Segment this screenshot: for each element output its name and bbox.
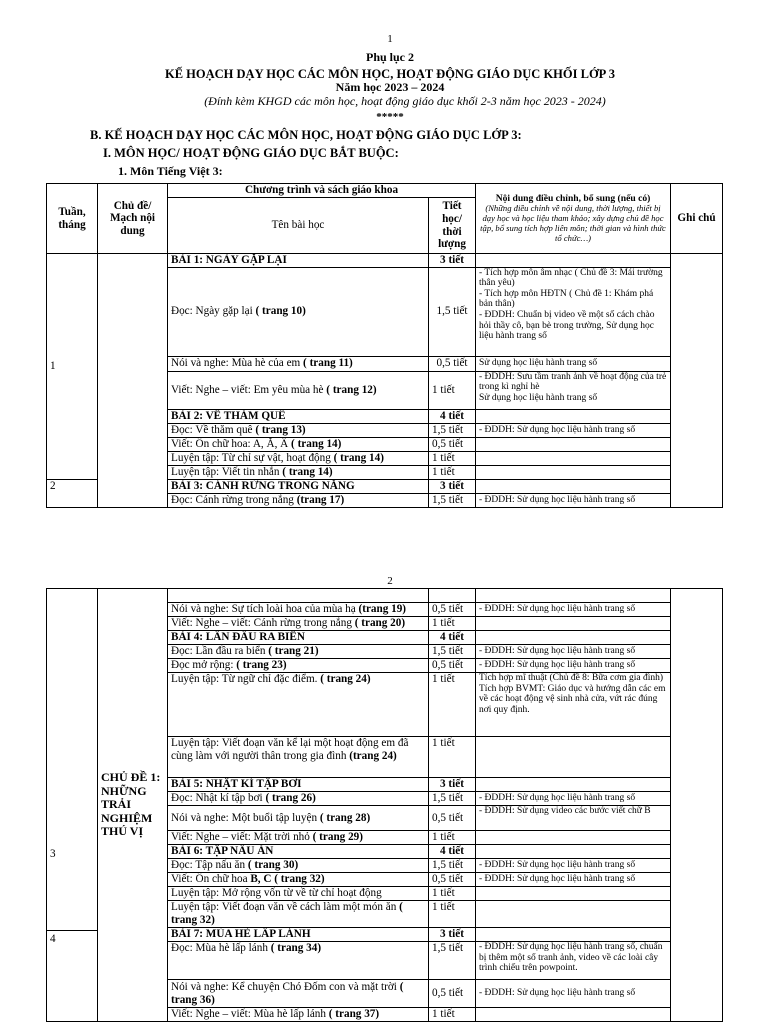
page-number: 1 <box>387 33 393 45</box>
periods-cell: 1 tiết <box>429 673 476 737</box>
adjustment-cell <box>476 928 671 942</box>
lesson-name: Viết: Nghe – viết: Cánh rừng trong nắng <box>171 617 355 630</box>
periods-cell: 4 tiết <box>429 845 476 859</box>
week-cell <box>47 589 98 1022</box>
lesson-cell <box>168 942 429 980</box>
lesson-name: Luyện tập: Viết đoạn văn kể lại một hoạt động em đã cùng làm với người thân trong gia đình <box>171 737 409 762</box>
adjustment-cell <box>476 479 671 493</box>
periods-cell: 1 tiết <box>429 737 476 778</box>
adjustment-cell: - Tích hợp môn âm nhạc ( Chủ đề 3: Mái trường thân yêu) - Tích hợp môn HĐTN ( Chủ đề 1: Khám phá bản thân) - ĐDDH: Chuẩn bị video về một số cách chào hỏi thầy cô, bạn bè trong trường, Sử dụng học liệu hành trang số <box>476 267 671 356</box>
lesson-name: Viết: Nghe – viết: Mặt trời nhỏ <box>171 831 313 844</box>
header-adjustment <box>476 184 671 254</box>
lesson-name: Đọc: Mùa hè lấp lánh <box>171 942 271 954</box>
lesson-name: Đọc mở rộng: <box>171 659 237 672</box>
periods-cell: 0,5 tiết <box>429 873 476 887</box>
periods-cell: 1 tiết <box>429 901 476 928</box>
lesson-page-ref: ( trang 32) <box>171 901 403 926</box>
lesson-name: Luyện tập: Từ chỉ sự vật, hoạt động <box>171 451 334 464</box>
lesson-cell <box>168 356 429 371</box>
periods-cell: 3 tiết <box>429 928 476 942</box>
adjustment-cell: - ĐDDH: Sử dụng học liệu hành trang số <box>476 873 671 887</box>
adjustment-cell: - ĐDDH: Sử dụng học liệu hành trang số <box>476 423 671 437</box>
lesson-title: BÀI 2: VỀ THĂM QUÊ <box>168 409 429 423</box>
periods-cell: 1 tiết <box>429 371 476 409</box>
separator-stars: ***** <box>376 111 404 123</box>
adjustment-cell: - ĐDDH: Sử dụng học liệu hành trang số <box>476 645 671 659</box>
adjustment-cell: - ĐDDH: Sưu tầm tranh ảnh về hoạt động của trẻ trong kì nghỉ hè Sử dụng học liệu hành trang số <box>476 371 671 409</box>
periods-cell: 1,5 tiết <box>429 423 476 437</box>
adjustment-cell: Tích hợp mĩ thuật (Chủ đề 8: Bữa cơm gia đình) Tích hợp BVMT: Giáo dục và hướng dẫn các em về các hoạt động vệ sinh nhà cửa, vứt rác đúng nơi quy định. <box>476 673 671 737</box>
lesson-name: Luyện tập: Từ ngữ chỉ đặc điểm. <box>171 673 321 685</box>
lesson-title: BÀI 5: NHẬT KÍ TẬP BƠI <box>168 778 429 792</box>
adjustment-cell <box>476 451 671 465</box>
lesson-page-ref: ( trang 37) <box>328 1008 380 1021</box>
header-program: Chương trình và sách giáo khoa <box>168 184 476 198</box>
lesson-page-ref: ( trang 28) <box>319 811 371 824</box>
topic-cell: CHỦ ĐỀ 1: NHỮNG TRẢI NGHIỆM THÚ VỊ <box>98 589 168 1022</box>
lesson-name: Viết: Nghe – viết: Mùa hè lấp lánh <box>171 1008 329 1021</box>
lesson-name: Viết: Ôn chữ hoa <box>171 873 251 886</box>
lesson-name: Viết: Nghe – viết: Em yêu mùa hè <box>171 383 327 396</box>
lesson-title: BÀI 3: CÁNH RỪNG TRONG NẮNG <box>168 479 429 493</box>
lesson-page-ref: ( trang 34) <box>270 942 322 954</box>
periods-cell: 1 tiết <box>429 465 476 479</box>
periods-cell: 1 tiết <box>429 1008 476 1022</box>
periods-cell: 1,5 tiết <box>429 493 476 507</box>
adjustment-cell: - ĐDDH: Sử dụng học liệu hành trang số <box>476 980 671 1008</box>
lesson-plan-table-1 <box>46 183 723 508</box>
lesson-name: Nói và nghe: Sự tích loài hoa của mùa hạ <box>171 603 359 616</box>
adjustment-cell <box>476 617 671 631</box>
section-b-heading: B. KẾ HOẠCH DẠY HỌC CÁC MÔN HỌC, HOẠT ĐỘNG GIÁO DỤC LỚP 3: <box>90 128 522 142</box>
lesson-page-ref: ( trang 36) <box>171 980 404 1006</box>
adjustment-cell: - ĐDDH: Sử dụng học liệu hành trang số <box>476 659 671 673</box>
adjustment-cell <box>476 1008 671 1022</box>
adjustment-cell: - ĐDDH: Sử dụng học liệu hành trang số <box>476 859 671 873</box>
lesson-page-ref: (trang 24) <box>349 749 397 762</box>
lesson-cell <box>168 451 429 465</box>
lesson-page-ref: ( trang 21) <box>268 645 319 658</box>
adjustment-cell <box>476 887 671 901</box>
lesson-page-ref: ( trang 13) <box>255 423 306 436</box>
adjustment-cell <box>476 437 671 451</box>
periods-cell: 1,5 tiết <box>429 792 476 806</box>
lesson-name: Đọc: Lần đầu ra biển <box>171 645 269 658</box>
adjustment-cell: - ĐDDH: Sử dụng học liệu hành trang số, chuẩn bị thêm một số tranh ảnh, video về các loài cây trình chiếu trên powpoint. <box>476 942 671 980</box>
lesson-name: Nói và nghe: Mùa hè của em <box>171 357 304 370</box>
lesson-name: Đọc: Về thăm quê <box>171 423 256 436</box>
adjustment-cell: Sử dụng học liệu hành trang số <box>476 356 671 371</box>
lesson-cell <box>168 859 429 873</box>
lesson-cell: Luyện tập: Mở rộng vốn từ về từ chỉ hoạt động <box>168 887 429 901</box>
lesson-page-ref: ( trang 20) <box>354 617 406 630</box>
header-lesson: Tên bài học <box>168 198 429 254</box>
lesson-page-ref: ( trang 14) <box>333 451 384 464</box>
lesson-title: BÀI 6: TẬP NẤU ĂN <box>168 845 429 859</box>
week-label-3: 3 <box>50 848 56 860</box>
lesson-page-ref: ( trang 14) <box>282 465 333 478</box>
adjustment-cell: - ĐDDH: Sử dụng học liệu hành trang số <box>476 603 671 617</box>
lesson-cell <box>168 617 429 631</box>
page-2 <box>0 545 768 1024</box>
adjustment-cell <box>476 409 671 423</box>
lesson-page-ref: (trang 19) <box>358 603 407 616</box>
week-divider <box>46 930 97 931</box>
lesson-name: Luyện tập: Viết đoạn văn về cách làm một món ăn <box>171 901 400 913</box>
adjustment-cell <box>476 737 671 778</box>
periods-cell: 3 tiết <box>429 254 476 268</box>
periods-cell: 1,5 tiết <box>429 942 476 980</box>
lesson-name: Đọc: Cánh rừng trong nắng <box>171 493 297 506</box>
lesson-cell <box>168 980 429 1008</box>
periods-cell: 3 tiết <box>429 479 476 493</box>
lesson-page-ref: ( trang 11) <box>303 357 353 370</box>
week-cell: 2 <box>47 479 98 507</box>
adjustment-title: Nội dung điều chỉnh, bổ sung (nếu có) <box>495 192 651 204</box>
lesson-page-ref: ( trang 10) <box>255 305 306 318</box>
lesson-cell <box>168 267 429 356</box>
periods-cell: 1 tiết <box>429 831 476 845</box>
lesson-cell <box>168 659 429 673</box>
periods-cell: 1 tiết <box>429 617 476 631</box>
adjustment-cell <box>476 589 671 603</box>
lesson-page-ref: B, C ( trang 32) <box>250 873 325 886</box>
lesson-cell <box>168 806 429 831</box>
adjustment-cell: - ĐDDH: Sử dụng học liệu hành trang số <box>476 792 671 806</box>
subject-heading: 1. Môn Tiếng Việt 3: <box>118 164 223 178</box>
lesson-cell <box>168 1008 429 1022</box>
periods-cell: 1,5 tiết <box>429 267 476 356</box>
lesson-cell <box>168 673 429 737</box>
lesson-page-ref: ( trang 14) <box>291 437 342 450</box>
adjustment-cell: - ĐDDH: Sử dụng video các bước viết chữ B <box>476 806 671 831</box>
appendix-label: Phụ lục 2 <box>365 50 414 64</box>
lesson-page-ref: ( trang 26) <box>265 792 316 805</box>
lesson-name: Viết: Ôn chữ hoa: A, Ă, Â <box>171 437 292 450</box>
lesson-page-ref: ( trang 29) <box>312 831 363 844</box>
lesson-cell <box>168 831 429 845</box>
periods-cell: 4 tiết <box>429 631 476 645</box>
lesson-name: Nói và nghe: Một buổi tập luyện <box>171 811 320 824</box>
lesson-page-ref: ( trang 24) <box>320 673 371 685</box>
week-cell: 1 <box>47 254 98 480</box>
header-week: Tuần, tháng <box>47 184 98 254</box>
periods-cell: 0,5 tiết <box>429 356 476 371</box>
lesson-cell <box>168 437 429 451</box>
topic-cell <box>98 254 168 508</box>
lesson-name: Đọc: Ngày gặp lại <box>171 305 256 318</box>
periods-cell: 0,5 tiết <box>429 980 476 1008</box>
lesson-page-ref: ( trang 30) <box>247 859 299 872</box>
adjustment-cell <box>476 901 671 928</box>
periods-cell: 0,5 tiết <box>429 659 476 673</box>
note-cell <box>671 254 723 508</box>
adjustment-cell <box>476 845 671 859</box>
lesson-name: Nói và nghe: Kể chuyện Chó Đốm con và mặt trời <box>171 980 400 993</box>
adjustment-note: (Những điều chỉnh về nội dung, thời lượng, thiết bị dạy học và học liệu tham khảo; xây dựng chủ đề học tập, bổ sung tích hợp liên môn; thời gian và hình thức tổ chức…) <box>480 203 666 243</box>
lesson-page-ref: (trang 17) <box>296 493 345 506</box>
adjustment-cell <box>476 831 671 845</box>
lesson-name: Đọc: Nhật kí tập bơi <box>171 792 266 805</box>
page-number: 2 <box>387 575 393 587</box>
lesson-page-ref: ( trang 23) <box>236 659 287 672</box>
lesson-cell <box>168 901 429 928</box>
note-cell <box>671 589 723 1022</box>
header-note: Ghi chú <box>671 184 723 254</box>
lesson-cell <box>168 589 429 603</box>
lesson-cell <box>168 873 429 887</box>
document-subtitle: (Đính kèm KHGD các môn học, hoạt động giáo dục khối 2-3 năm học 2023 - 2024) <box>204 94 606 108</box>
periods-cell: 0,5 tiết <box>429 806 476 831</box>
lesson-name: Đọc: Tập nấu ăn <box>171 859 248 872</box>
lesson-title: BÀI 1: NGÀY GẶP LẠI <box>168 254 429 268</box>
header-topic: Chủ đề/ Mạch nội dung <box>98 184 168 254</box>
lesson-name: Luyện tập: Viết tin nhắn <box>171 465 283 478</box>
periods-cell: 0,5 tiết <box>429 437 476 451</box>
school-year: Năm học 2023 – 2024 <box>335 80 445 94</box>
adjustment-cell <box>476 254 671 268</box>
periods-cell: 1 tiết <box>429 887 476 901</box>
adjustment-cell: - ĐDDH: Sử dụng học liệu hành trang số <box>476 493 671 507</box>
adjustment-cell <box>476 631 671 645</box>
lesson-cell <box>168 792 429 806</box>
week-label-4: 4 <box>50 933 56 945</box>
lesson-cell <box>168 737 429 778</box>
lesson-plan-table-2 <box>46 588 723 1022</box>
periods-cell: 1 tiết <box>429 451 476 465</box>
periods-cell: 3 tiết <box>429 778 476 792</box>
lesson-cell <box>168 371 429 409</box>
periods-cell <box>429 589 476 603</box>
lesson-cell <box>168 465 429 479</box>
lesson-cell <box>168 603 429 617</box>
adjustment-cell <box>476 465 671 479</box>
adjustment-cell <box>476 778 671 792</box>
lesson-cell <box>168 645 429 659</box>
lesson-title: BÀI 4: LẦN ĐẦU RA BIỂN <box>168 631 429 645</box>
lesson-cell <box>168 493 429 507</box>
section-i-heading: I. MÔN HỌC/ HOẠT ĐỘNG GIÁO DỤC BẮT BUỘC: <box>103 146 399 160</box>
header-periods: Tiết học/ thời lượng <box>429 198 476 254</box>
lesson-title: BÀI 7: MÙA HÈ LẤP LÁNH <box>168 928 429 942</box>
lesson-cell <box>168 423 429 437</box>
document-title: KẾ HOẠCH DẠY HỌC CÁC MÔN HỌC, HOẠT ĐỘNG GIÁO DỤC KHỐI LỚP 3 <box>164 67 616 81</box>
periods-cell: 4 tiết <box>429 409 476 423</box>
lesson-page-ref: ( trang 12) <box>326 383 377 396</box>
periods-cell: 1,5 tiết <box>429 859 476 873</box>
periods-cell: 1,5 tiết <box>429 645 476 659</box>
periods-cell: 0,5 tiết <box>429 603 476 617</box>
